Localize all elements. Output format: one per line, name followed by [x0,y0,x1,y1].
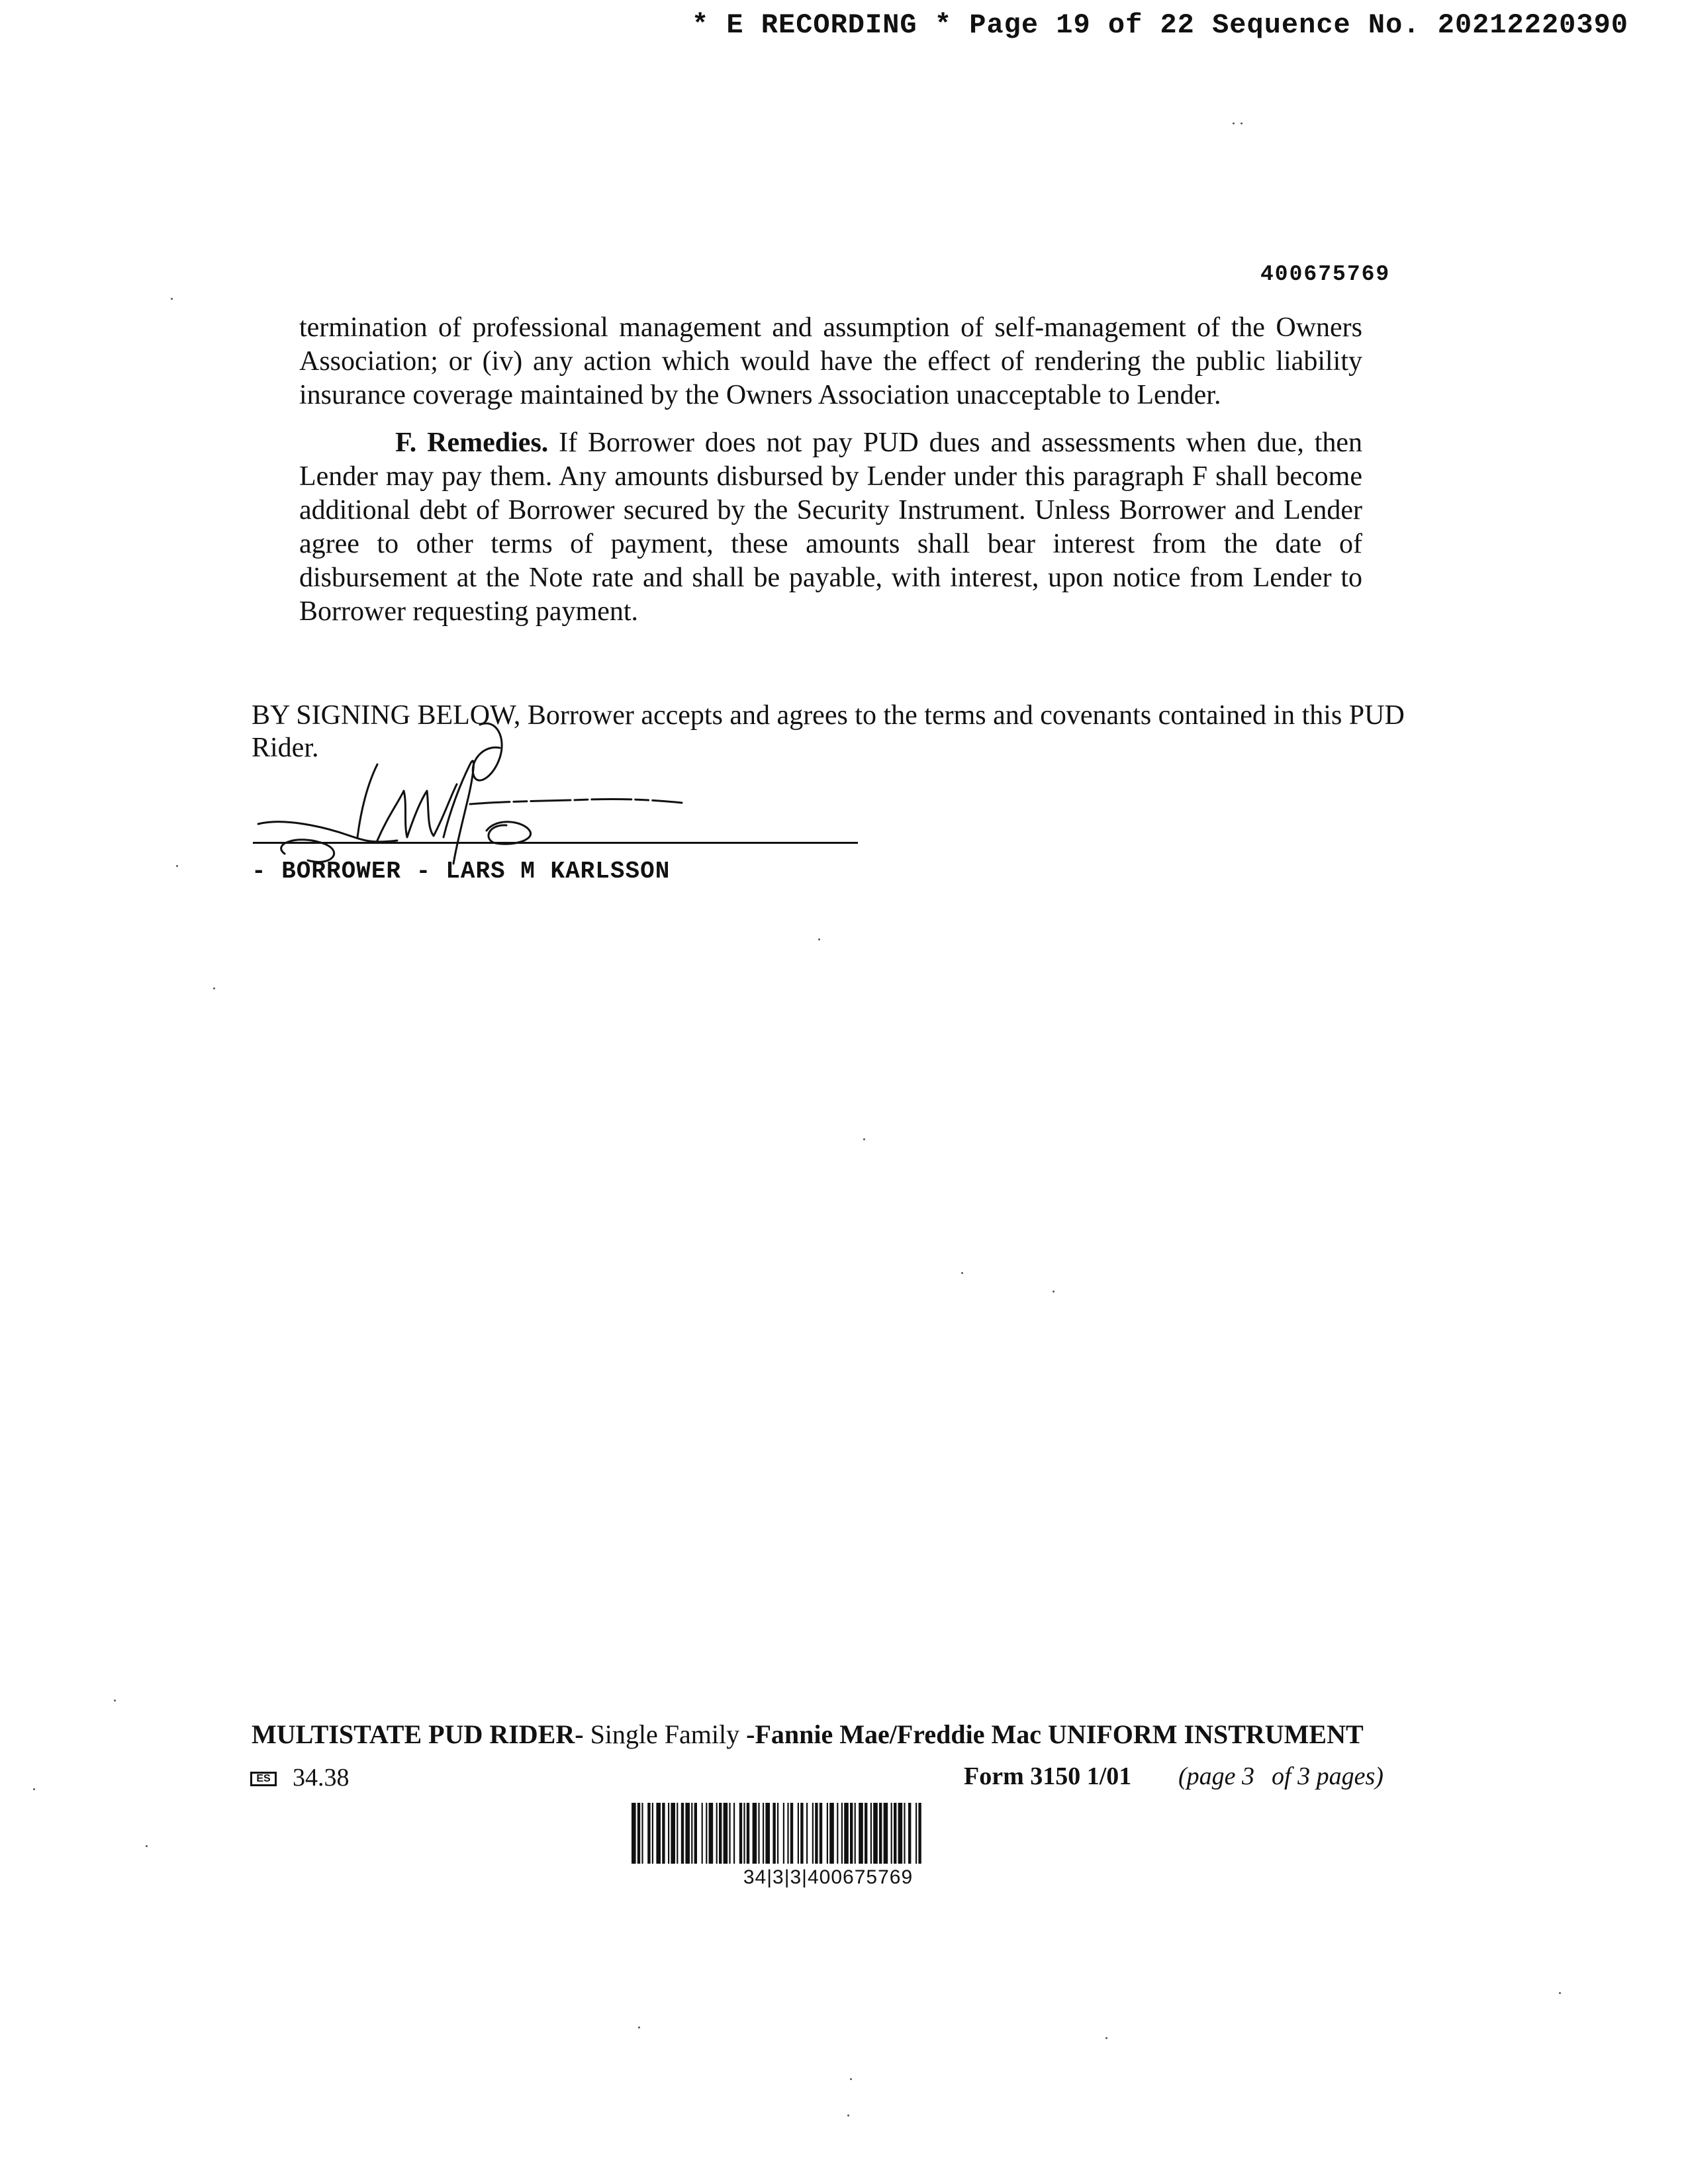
paragraph-remedies [299,426,1362,629]
scan-speck [850,2078,852,2080]
scan-speck [114,1700,116,1702]
scan-speck [638,2026,640,2028]
page-total: of 3 pages) [1272,1762,1383,1790]
signature-line [253,842,858,844]
page-current: (page 3 [1178,1762,1255,1790]
scan-speck [176,865,178,867]
scan-speck [863,1138,865,1140]
signature-image [245,711,695,877]
scan-speck [847,2115,849,2116]
barcode [632,1803,1025,1864]
scan-speck [146,1845,148,1847]
form-title-part-3: -Fannie Mae/Freddie Mac UNIFORM INSTRUMENT [746,1719,1364,1749]
scan-speck [818,938,820,940]
borrower-role: - BORROWER - [252,858,432,885]
page-count [1178,1762,1383,1791]
borrower-signature-label [252,858,670,885]
form-number: Form 3150 1/01 [964,1762,1132,1790]
scan-speck [33,1788,35,1790]
barcode-number: 34|3|3|400675769 [743,1866,914,1888]
form-title-part-2: Single Family [583,1719,747,1749]
form-vendor-icon: ES [250,1772,277,1786]
scan-speck [1559,1992,1561,1994]
recording-stamp: * E RECORDING * Page 19 of 22 Sequence No. 20212220390 [691,9,1628,41]
scan-speck [961,1272,963,1274]
signing-statement: BY SIGNING BELOW, Borrower accepts and agrees to the terms and covenants contained in this PUD Rider. [252,700,1405,763]
scan-speck [171,298,173,300]
form-title [252,1719,1364,1750]
paragraph-continuation: termination of professional management and assumption of self-management of the Owners Association; or (iv) any action which would have the effect of rendering the public liability insurance coverage maintained by the Owners Association unacceptable to Lender. [299,312,1362,410]
scan-speck [1233,122,1235,124]
form-code: 34.38 [293,1764,350,1792]
loan-number: 400675769 [1260,262,1391,287]
borrower-name: LARS M KARLSSON [445,858,671,885]
scan-speck [1053,1291,1055,1293]
form-title-part-1: MULTISTATE PUD RIDER- [252,1719,584,1749]
scan-speck [1241,122,1243,124]
scan-speck [1105,2037,1107,2039]
scan-speck [213,987,215,989]
remedies-heading: F. Remedies. [395,428,549,458]
remedies-text: If Borrower does not pay PUD dues and assessments when due, then Lender may pay them. Any amounts disbursed by Lender under this paragraph F shall become additional debt of Borrower secured by the Security Instrument. Unless Borrower and Lender agree to other terms of payment, these amounts shall bear interest from the date of disbursement at the Note rate and shall be payable, with interest, upon notice from Lender to Borrower requesting payment. [299,428,1362,627]
